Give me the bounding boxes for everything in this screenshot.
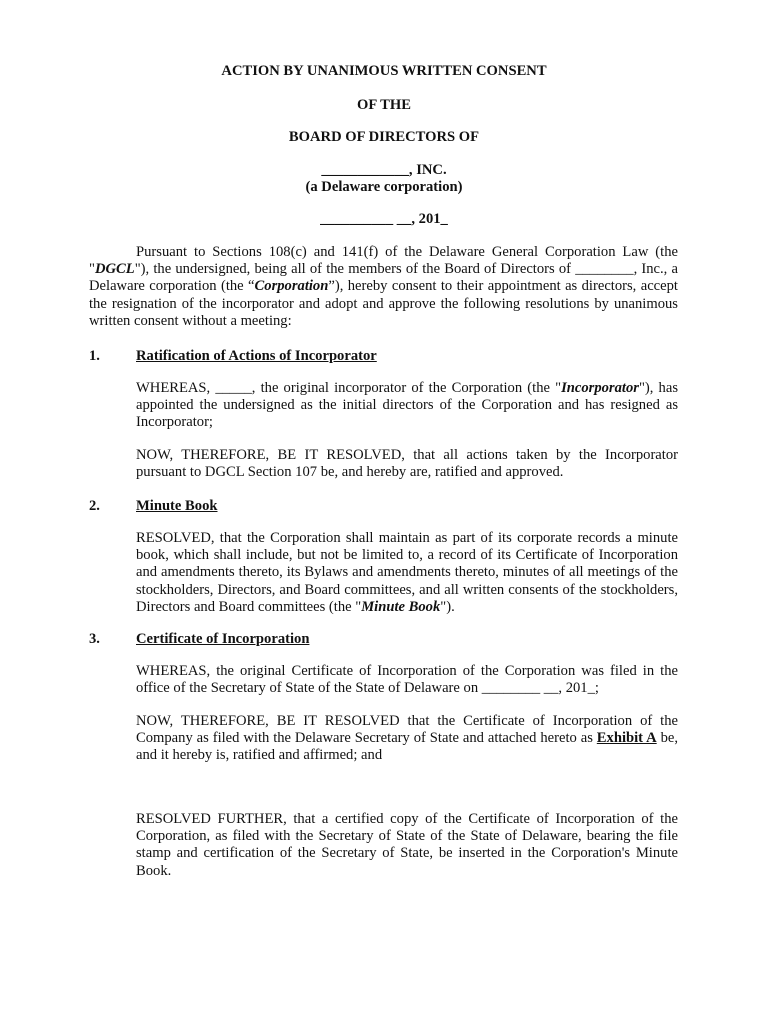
doc-title-line-3: BOARD OF DIRECTORS OF	[288, 129, 480, 145]
section-1-whereas	[136, 380, 678, 432]
intro-text-3: ”), hereby consent to their appointment as directors, accept the resignation of the incorporator and adopt and approve the following resolutions by unanimous written consent without a meeting:	[89, 278, 678, 329]
intro-text-1: Pursuant to Sections 108(c) and 141(f) of the Delaware General Corporation Law (the "	[89, 244, 678, 278]
section-2-p1-text-b: ").	[440, 598, 455, 615]
company-jurisdiction-line: (a Delaware corporation)	[305, 179, 463, 195]
defined-term-incorporator: Incorporator	[561, 380, 639, 396]
section-3-p2-text-a: NOW, THEREFORE, BE IT RESOLVED that the Certificate of Incorporation of the Company as filed with the Delaware Secretary of State and attached hereto as	[136, 713, 678, 747]
defined-term-minute-book: Minute Book	[361, 598, 441, 615]
section-3-whereas: WHEREAS, the original Certificate of Incorporation of the Corporation was filed in the office of the Secretary of State of the State of Delaware on ________ __, 201_;	[136, 663, 678, 697]
section-3-title: Certificate of Incorporation	[136, 631, 310, 647]
date-line: __________ __, 201_	[320, 211, 448, 227]
exhibit-a-reference: Exhibit A	[596, 730, 657, 747]
section-3-resolution	[136, 713, 678, 765]
section-1-p1-text-b: "), has appointed the undersigned as the initial directors of the Corporation and has resigned as Incorporator;	[136, 380, 678, 431]
defined-term-dgcl: DGCL	[94, 261, 135, 278]
intro-paragraph	[89, 244, 678, 330]
section-2-title: Minute Book	[136, 498, 218, 514]
doc-title-line-1: ACTION BY UNANIMOUS WRITTEN CONSENT	[221, 63, 547, 79]
section-2-resolution	[136, 530, 678, 616]
doc-title-line-2: OF THE	[357, 97, 411, 113]
section-3-p2-text-b: be, and it hereby is, ratified and affirmed; and	[136, 730, 678, 764]
section-2-number: 2.	[89, 498, 100, 514]
defined-term-corporation: Corporation	[254, 278, 329, 295]
section-1-number: 1.	[89, 348, 100, 364]
company-name-line: ____________, INC.	[321, 162, 447, 178]
intro-text-2: "), the undersigned, being all of the members of the Board of Directors of ________, Inc., a Delaware corporation (the “	[89, 261, 678, 295]
section-1-p1-text-a: WHEREAS, _____, the original incorporator of the Corporation (the "	[136, 380, 562, 396]
section-1-resolution: NOW, THEREFORE, BE IT RESOLVED, that all actions taken by the Incorporator pursuant to DGCL Section 107 be, and hereby are, ratified and approved.	[136, 447, 678, 481]
section-2-p1-text-a: RESOLVED, that the Corporation shall maintain as part of its corporate records a minute book, which shall include, but not be limited to, a record of its Certificate of Incorporation and amendments thereto, its Bylaws and amendments thereto, minutes of all meetings of the stockholders, Directors, and Board committees, and all written consents of the stockholders, Directors and Board committees (the "	[136, 530, 678, 615]
section-1-title: Ratification of Actions of Incorporator	[136, 348, 377, 364]
section-3-resolved-further: RESOLVED FURTHER, that a certified copy of the Certificate of Incorporation of the Corporation, as filed with the Secretary of State of the State of Delaware, bearing the file stamp and certification of the Secretary of State, be inserted in the Corporation's Minute Book.	[136, 811, 678, 879]
section-3-number: 3.	[89, 631, 100, 647]
